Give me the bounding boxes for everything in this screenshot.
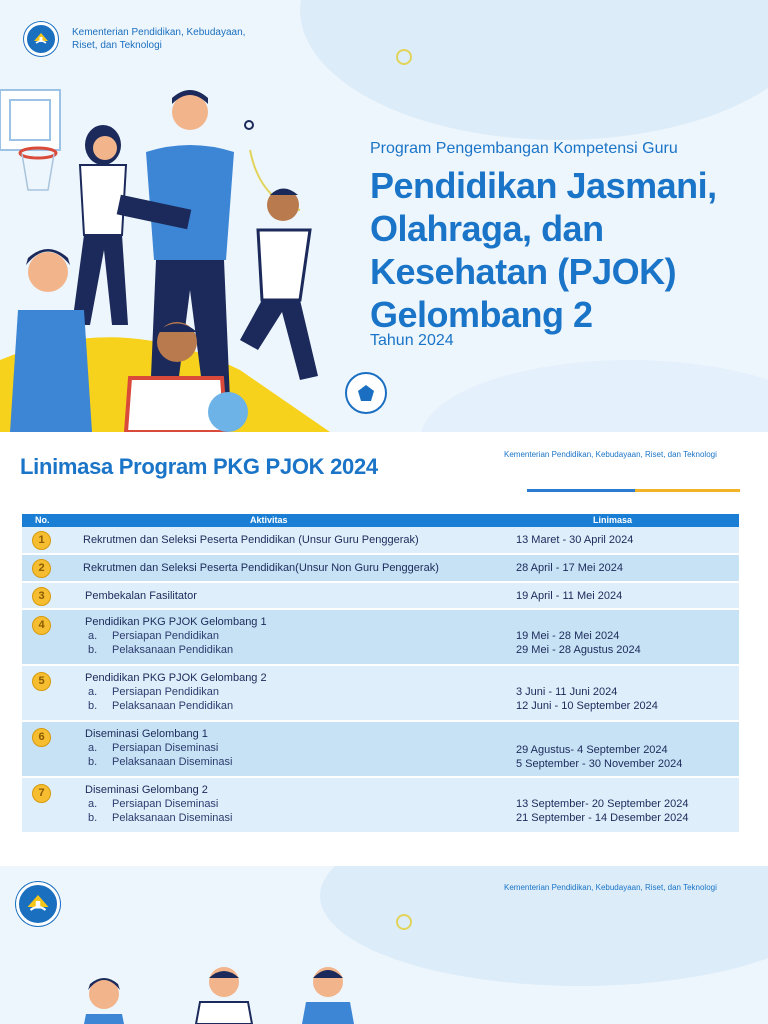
header-activity: Aktivitas — [250, 515, 288, 525]
date-text: 19 April - 11 Mei 2024 — [516, 590, 623, 602]
date-text: 29 Agustus- 4 September 2024 — [516, 744, 668, 756]
sub-activity-text: Persiapan Diseminasi — [112, 742, 219, 754]
sub-activity — [88, 686, 219, 698]
list-letter: b. — [88, 700, 98, 712]
table-row — [22, 666, 739, 722]
activity-text: Rekrutmen dan Seleksi Peserta Pendidikan (Unsur Guru Penggerak) — [83, 534, 419, 546]
title-line: Pendidikan Jasmani, — [370, 165, 717, 206]
sub-activity — [88, 812, 232, 824]
row-number-badge: 7 — [32, 784, 51, 803]
program-subtitle: Program Pengembangan Kompetensi Guru — [370, 140, 678, 157]
list-letter: a. — [88, 686, 98, 698]
background-wave — [420, 360, 768, 432]
ministry-name: Kementerian Pendidikan, Kebudayaan, Riset, dan Teknologi — [504, 883, 717, 892]
timeline-title: Linimasa Program PKG PJOK 2024 — [20, 454, 378, 479]
table-row — [22, 722, 739, 778]
sub-activity — [88, 644, 233, 656]
sub-activity-text: Pelaksanaan Diseminasi — [112, 756, 233, 768]
timeline-slide — [0, 432, 768, 838]
ministry-logo — [16, 882, 60, 926]
sub-activity-text: Persiapan Pendidikan — [112, 686, 220, 698]
activity-text: Pendidikan PKG PJOK Gelombang 1 — [85, 616, 267, 628]
sub-activity-text: Persiapan Diseminasi — [112, 798, 219, 810]
header-no: No. — [35, 515, 50, 525]
date-text: 21 September - 14 Desember 2024 — [516, 812, 689, 824]
table-row — [22, 778, 739, 834]
date-text: 19 Mei - 28 Mei 2024 — [516, 630, 620, 642]
list-letter: b. — [88, 812, 98, 824]
sub-activity-text: Pelaksanaan Pendidikan — [112, 700, 234, 712]
table-row — [22, 555, 739, 583]
row-number-badge: 3 — [32, 587, 51, 606]
timeline-table — [22, 514, 739, 834]
ministry-logo — [24, 22, 58, 56]
title-line: Kesehatan (PJOK) — [370, 251, 677, 292]
list-letter: a. — [88, 798, 98, 810]
row-number-badge: 1 — [32, 531, 51, 550]
tut-wuri-icon — [23, 889, 53, 919]
date-text: 5 September - 30 November 2024 — [516, 758, 683, 770]
people-illustration — [80, 962, 370, 1024]
title-line: Olahraga, dan — [370, 208, 604, 249]
sports-illustration — [0, 60, 400, 432]
year-label: Tahun 2024 — [370, 332, 454, 349]
activity-text: Rekrutmen dan Seleksi Peserta Pendidikan(Unsur Non Guru Penggerak) — [83, 562, 439, 574]
sub-activity — [88, 630, 219, 642]
activity-text: Pendidikan PKG PJOK Gelombang 2 — [85, 672, 267, 684]
title-divider — [527, 489, 635, 492]
row-number-badge: 5 — [32, 672, 51, 691]
next-slide — [0, 866, 768, 1024]
date-text: 28 April - 17 Mei 2024 — [516, 562, 624, 574]
page-title — [370, 164, 760, 336]
list-letter: b. — [88, 644, 98, 656]
tut-wuri-icon — [31, 29, 51, 49]
date-text: 13 Maret - 30 April 2024 — [516, 534, 634, 546]
activity-text: Diseminasi Gelombang 1 — [85, 728, 208, 740]
ministry-name: Kementerian Pendidikan, Kebudayaan, Riset, dan Teknologi — [72, 27, 246, 51]
sub-activity — [88, 742, 218, 754]
table-row — [22, 527, 739, 555]
sub-activity-text: Pelaksanaan Pendidikan — [112, 644, 234, 656]
date-text: 29 Mei - 28 Agustus 2024 — [516, 644, 641, 656]
table-row — [22, 583, 739, 610]
title-divider-accent — [635, 489, 740, 492]
sub-activity — [88, 756, 232, 768]
cover-slide — [0, 0, 768, 432]
list-letter: a. — [88, 630, 98, 642]
row-number-badge: 4 — [32, 616, 51, 635]
table-row — [22, 610, 739, 666]
sub-activity-text: Persiapan Pendidikan — [112, 630, 220, 642]
activity-text: Pembekalan Fasilitator — [85, 590, 197, 602]
list-letter: b. — [88, 756, 98, 768]
header-timeline: Linimasa — [593, 515, 633, 525]
row-number-badge: 6 — [32, 728, 51, 747]
list-letter: a. — [88, 742, 98, 754]
sub-activity — [88, 798, 218, 810]
sub-activity — [88, 700, 233, 712]
date-text: 3 Juni - 11 Juni 2024 — [516, 686, 618, 698]
date-text: 12 Juni - 10 September 2024 — [516, 700, 658, 712]
decor-ring — [396, 914, 412, 930]
row-number-badge: 2 — [32, 559, 51, 578]
date-text: 13 September- 20 September 2024 — [516, 798, 689, 810]
ministry-name: Kementerian Pendidikan, Kebudayaan, Riset, dan Teknologi — [504, 450, 717, 459]
table-header — [22, 514, 739, 527]
title-line: Gelombang 2 — [370, 294, 593, 335]
sub-activity-text: Pelaksanaan Diseminasi — [112, 812, 233, 824]
activity-text: Diseminasi Gelombang 2 — [85, 784, 208, 796]
